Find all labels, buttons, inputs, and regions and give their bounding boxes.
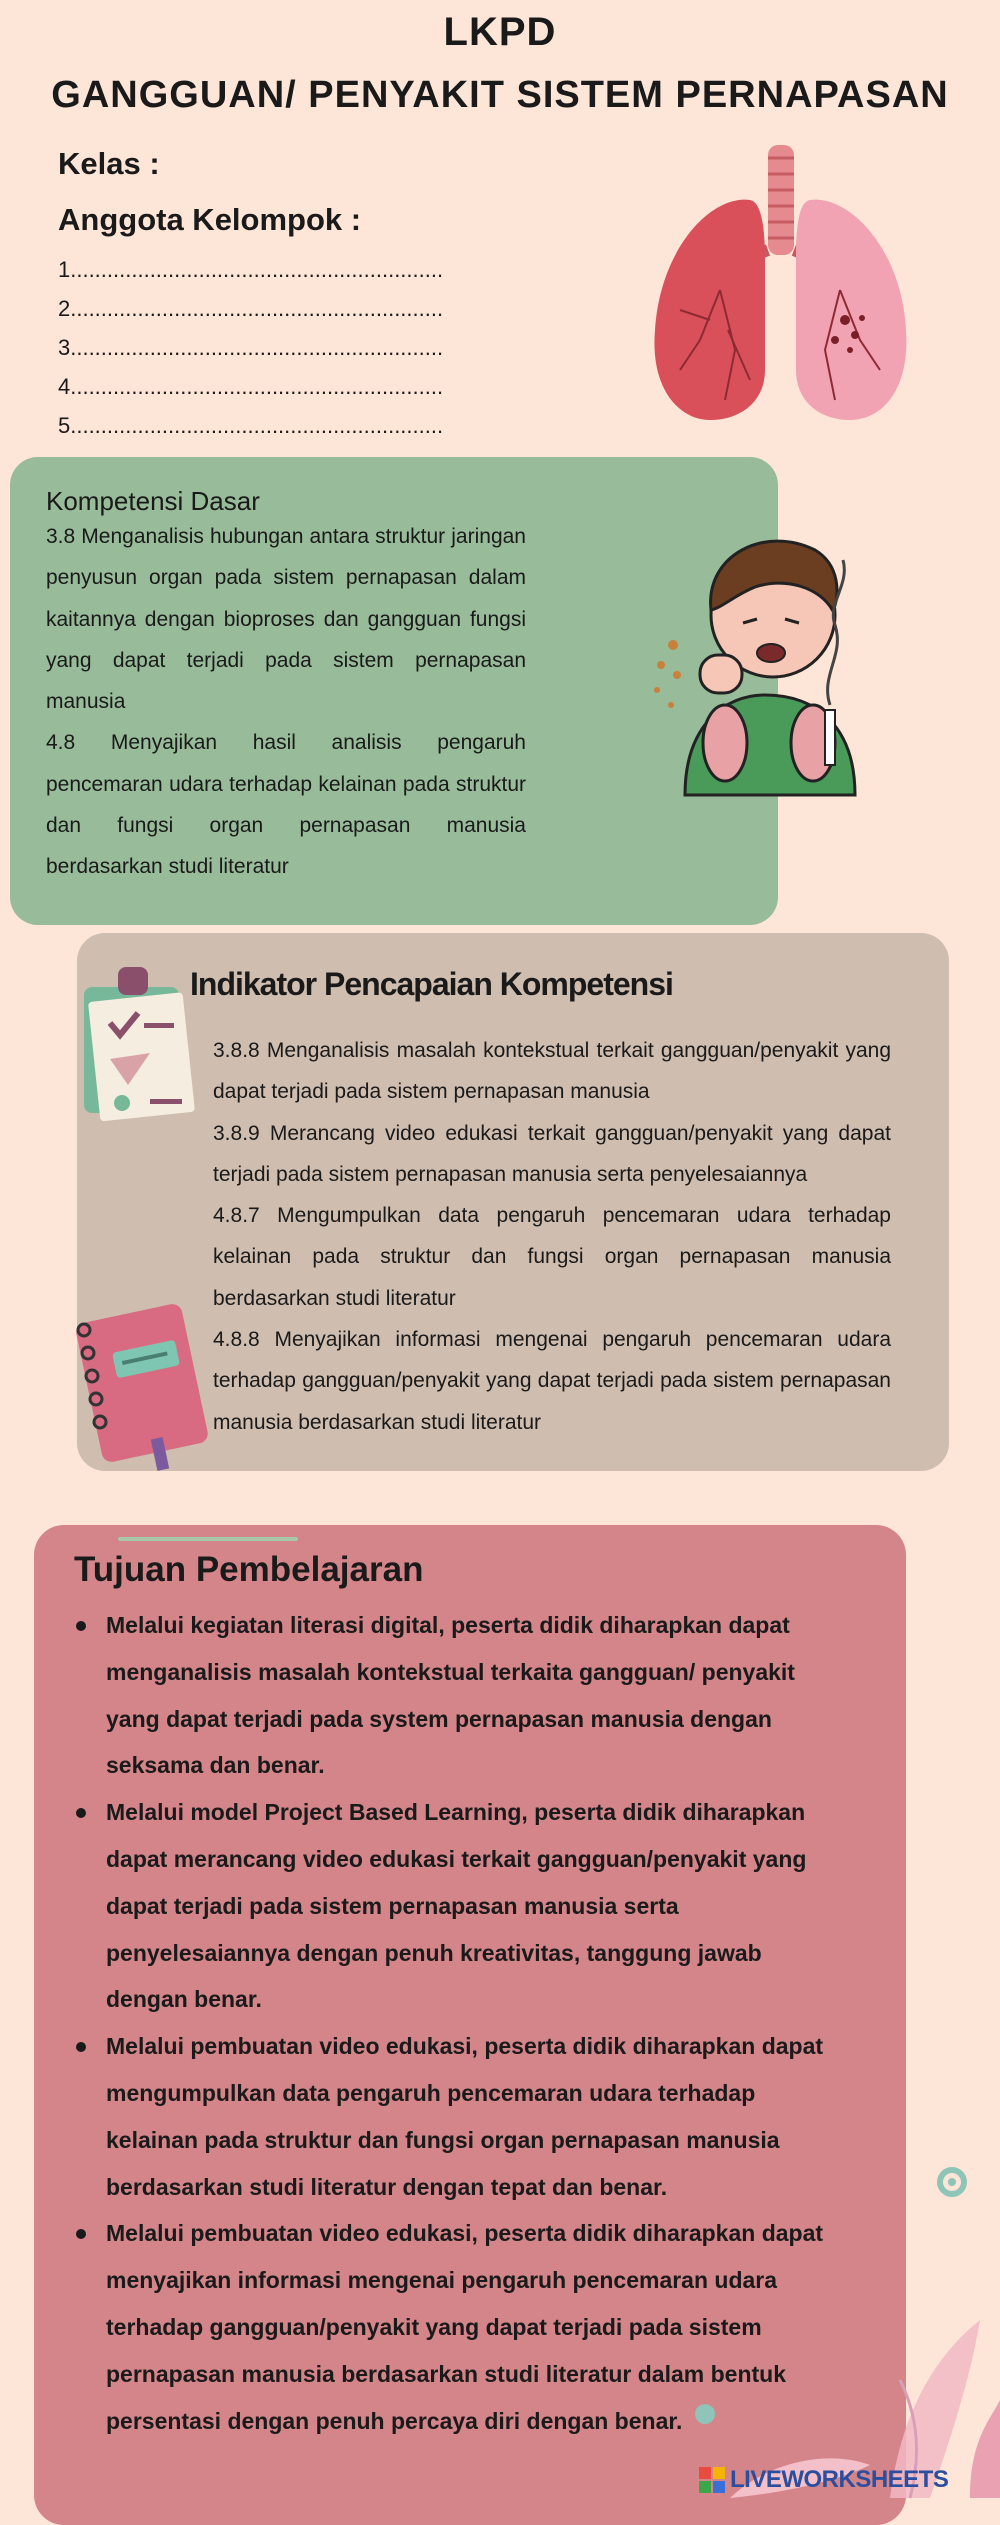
indikator-item-3-8-8: 3.8.8 Menganalisis masalah kontekstual terkait gangguan/penyakit yang dapat terjadi pada sistem pernapasan manusia bbox=[213, 1039, 891, 1104]
tujuan-title: Tujuan Pembelajaran bbox=[74, 1550, 424, 1589]
lungs-icon bbox=[640, 140, 920, 435]
anggota-label: Anggota Kelompok : bbox=[58, 202, 362, 237]
page-title: LKPD bbox=[443, 10, 557, 54]
tujuan-item-4: Melalui pembuatan video edukasi, peserta didik diharapkan dapat menyajikan informasi mengenai pengaruh pencemaran udara terhadap gangguan/penyakit yang dapat terjadi pada sistem pernapasan manusia berdasarkan studi literatur dalam bentuk persentasi dengan penuh percaya diri dengan benar. bbox=[64, 2210, 824, 2444]
member-line-4[interactable]: 4............................................................. bbox=[58, 374, 444, 399]
member-line-5[interactable]: 5............................................................. bbox=[58, 413, 444, 438]
member-list bbox=[58, 250, 444, 445]
kompetensi-dasar-text bbox=[46, 516, 526, 888]
decorative-flower-icon bbox=[670, 2120, 1000, 2498]
notebook-icon bbox=[70, 1298, 220, 1473]
tujuan-item-1: Melalui kegiatan literasi digital, peserta didik diharapkan dapat menganalisis masalah kontekstual terkaita gangguan/ penyakit yang dapat terjadi pada system pernapasan manusia dengan seksama dan benar. bbox=[64, 1602, 824, 1789]
tujuan-item-2: Melalui model Project Based Learning, peserta didik diharapkan dapat merancang video edukasi terkait gangguan/penyakit yang dapat terjadi pada sistem pernapasan manusia serta penyelesaiannya dengan penuh kreativitas, tanggung jawab dengan benar. bbox=[64, 1789, 824, 2023]
clipboard-icon bbox=[80, 963, 205, 1133]
kd-item-3-8: 3.8 Menganalisis hubungan antara struktur jaringan penyusun organ pada sistem pernapasan dalam kaitannya dengan bioproses dan gangguan fungsi yang dapat terjadi pada sistem pernapasan manusia bbox=[46, 525, 526, 714]
member-line-1[interactable]: 1............................................................. bbox=[58, 257, 444, 282]
member-line-3[interactable]: 3............................................................. bbox=[58, 335, 444, 360]
kelas-label: Kelas : bbox=[58, 146, 160, 181]
indikator-item-4-8-8: 4.8.8 Menyajikan informasi mengenai pengaruh pencemaran udara terhadap gangguan/penyakit yang dapat terjadi pada sistem pernapasan manusia berdasarkan studi literatur bbox=[213, 1328, 891, 1434]
kd-item-4-8: 4.8 Menyajikan hasil analisis pengaruh pencemaran udara terhadap kelainan pada struktur dan fungsi organ pernapasan manusia berdasarkan studi literatur bbox=[46, 731, 526, 879]
indikator-text bbox=[213, 1030, 891, 1443]
member-line-2[interactable]: 2............................................................. bbox=[58, 296, 444, 321]
tujuan-accent-line bbox=[118, 1537, 298, 1541]
tujuan-item-3: Melalui pembuatan video edukasi, peserta didik diharapkan dapat mengumpulkan data pengaruh pencemaran udara terhadap kelainan pada struktur dan fungsi organ pernapasan manusia berdasarkan studi literatur dengan tepat dan benar. bbox=[64, 2023, 824, 2210]
indikator-title: Indikator Pencapaian Kompetensi bbox=[190, 966, 673, 1002]
liveworksheets-brand[interactable]: LIVEWORKSHEETS bbox=[730, 2466, 949, 2493]
coughing-person-icon bbox=[645, 515, 890, 795]
liveworksheets-logo-icon bbox=[698, 2466, 726, 2494]
indikator-item-4-8-7: 4.8.7 Mengumpulkan data pengaruh pencemaran udara terhadap kelainan pada struktur dan fungsi organ pernapasan manusia berdasarkan studi literatur bbox=[213, 1204, 891, 1310]
page-subtitle: GANGGUAN/ PENYAKIT SISTEM PERNAPASAN bbox=[51, 74, 949, 116]
kompetensi-dasar-title: Kompetensi Dasar bbox=[46, 486, 260, 516]
indikator-item-3-8-9: 3.8.9 Merancang video edukasi terkait gangguan/penyakit yang dapat terjadi pada sistem pernapasan manusia serta penyelesaiannya bbox=[213, 1121, 891, 1186]
